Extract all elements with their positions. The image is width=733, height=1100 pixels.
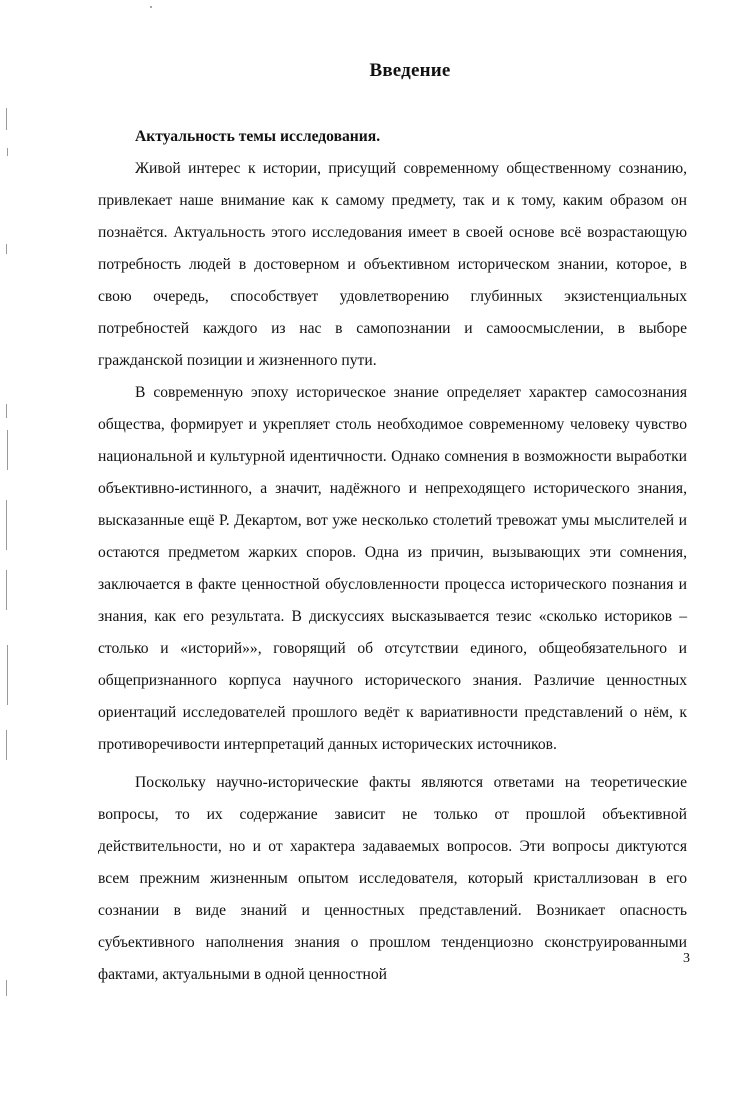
page-title: Введение — [369, 60, 451, 81]
scan-artifact — [6, 730, 7, 760]
scan-artifact — [6, 570, 7, 610]
body-text — [98, 121, 687, 991]
paragraph-3: Поскольку научно-исторические факты являются ответами на теоретические вопросы, то их содержание зависит не только от прошлой объективной действительности, но и от характера задаваемых вопросов. Эти вопросы диктуются всем прежним жизненным опытом исследователя, который кристаллизован в его сознании в виде знаний и ценностных представлений. Возникает опасность субъективного наполнения знания о прошлом тенденциозно сконструированными фактами, актуальными в одной ценностной — [98, 774, 687, 983]
page-number: 3 — [683, 951, 690, 966]
paragraph-2: В современную эпоху историческое знание определяет характер самосознания общества, формирует и укрепляет столь необходимое современному человеку чувство национальной и культурной идентичности. Однако сомнения в возможности выработки объективно-истинного, а значит, надёжного и непреходящего исторического знания, высказанные ещё Р. Декартом, вот уже несколько столетий тревожат умы мыслителей и остаются предметом жарких споров. Одна из причин, вызывающих эти сомнения, заключается в факте ценностной обусловленности процесса исторического познания и знания, как его результата. В дискуссиях высказывается тезис «сколько историков – столько и «историй»», говорящий об отсутствии единого, общеобязательного и общепризнанного корпуса научного исторического знания. Различие ценностных ориентаций исследователей прошлого ведёт к вариативности представлений о нём, к противоречивости интерпретаций данных исторических источников. — [98, 384, 687, 753]
scan-artifact — [6, 108, 7, 130]
scan-artifact — [7, 430, 8, 470]
scan-artifact — [6, 404, 7, 418]
scan-artifact — [6, 980, 7, 996]
section-subheading: Актуальность темы исследования. — [135, 128, 381, 145]
scan-artifact — [6, 244, 7, 254]
paragraph-1: Живой интерес к истории, присущий современному общественному сознанию, привлекает наше внимание как к самому предмету, так и к тому, каким образом он познаётся. Актуальность этого исследования имеет в своей основе всё возрастающую потребность людей в достоверном и объективном историческом знании, которое, в свою очередь, способствует удовлетворению глубинных экзистенциальных потребностей каждого из нас в самопознании и самоосмыслении, в выборе гражданской позиции и жизненного пути. — [98, 160, 687, 369]
scan-artifact — [6, 500, 7, 550]
scan-artifact — [7, 148, 8, 156]
scan-artifact — [7, 645, 8, 705]
scan-artifact — [150, 6, 152, 8]
